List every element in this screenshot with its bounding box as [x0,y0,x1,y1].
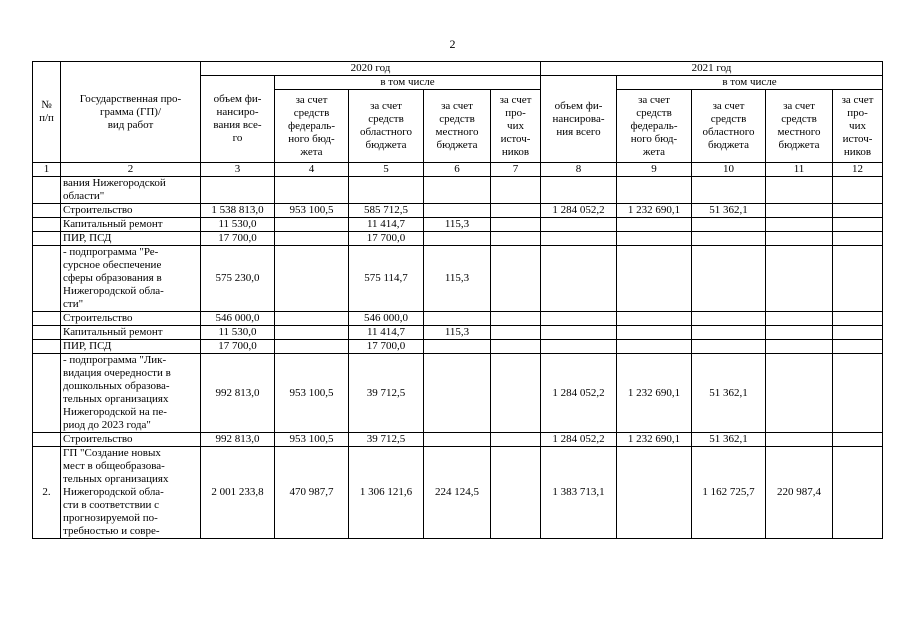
row-number-cell [33,218,61,232]
row-name-cell: Строительство [61,312,201,326]
amount-cell: 115,3 [424,246,491,312]
amount-cell [424,204,491,218]
amount-cell [766,232,833,246]
table-row [33,447,883,539]
amount-cell: 953 100,5 [275,204,349,218]
amount-cell [491,246,541,312]
table-row [33,354,883,433]
amount-cell: 546 000,0 [349,312,424,326]
amount-cell [692,326,766,340]
row-number-cell: 2. [33,447,61,539]
amount-cell: 1 284 052,2 [541,354,617,433]
column-number-cell: 5 [349,163,424,177]
column-number-cell: 7 [491,163,541,177]
amount-cell: 51 362,1 [692,354,766,433]
column-number-cell: 2 [61,163,201,177]
column-number-cell: 10 [692,163,766,177]
table-row [33,218,883,232]
column-number-cell: 3 [201,163,275,177]
amount-cell [833,312,883,326]
row-name-cell: - подпрограмма "Ре- сурсное обеспечение сферы образования в Нижегородской обла- сти" [61,246,201,312]
column-number-cell: 1 [33,163,61,177]
column-number-row [33,163,883,177]
amount-cell [766,433,833,447]
header-other-2021: за счет про- чих источ- ников [833,90,883,163]
amount-cell [275,246,349,312]
amount-cell [617,312,692,326]
header-regional-2021: за счет средств областного бюджета [692,90,766,163]
header-federal-2020: за счет средств федераль- ного бюд- жета [275,90,349,163]
amount-cell [424,340,491,354]
row-number-cell [33,246,61,312]
amount-cell [692,340,766,354]
amount-cell [275,340,349,354]
amount-cell: 11 414,7 [349,218,424,232]
amount-cell [766,326,833,340]
table-row [33,326,883,340]
row-number-cell [33,232,61,246]
amount-cell [833,218,883,232]
amount-cell: 1 383 713,1 [541,447,617,539]
row-name-cell: вания Нижегородской области" [61,177,201,204]
amount-cell [541,177,617,204]
row-name-cell: Строительство [61,204,201,218]
row-number-cell [33,340,61,354]
row-name-cell: ГП "Создание новых мест в общеобразова- тельных организациях Нижегородской обла- сти в соответствии с прогнозируемой по- требностью и совре- [61,447,201,539]
amount-cell [766,204,833,218]
amount-cell [491,354,541,433]
amount-cell: 51 362,1 [692,204,766,218]
header-other-2020: за счет про- чих источ- ников [491,90,541,163]
table-row [33,312,883,326]
amount-cell [275,232,349,246]
amount-cell: 39 712,5 [349,433,424,447]
amount-cell: 953 100,5 [275,433,349,447]
header-including-2021: в том числе [617,76,883,90]
amount-cell [617,232,692,246]
amount-cell: 1 306 121,6 [349,447,424,539]
amount-cell [275,312,349,326]
amount-cell [766,312,833,326]
amount-cell: 17 700,0 [201,340,275,354]
amount-cell [541,218,617,232]
amount-cell [692,312,766,326]
header-year-2021: 2021 год [541,62,883,76]
amount-cell: 17 700,0 [201,232,275,246]
amount-cell: 39 712,5 [349,354,424,433]
amount-cell [275,326,349,340]
row-number-cell [33,433,61,447]
table-row [33,177,883,204]
row-number-cell [33,177,61,204]
amount-cell [491,218,541,232]
amount-cell [833,177,883,204]
amount-cell [491,447,541,539]
row-number-cell [33,326,61,340]
amount-cell: 585 712,5 [349,204,424,218]
amount-cell [541,312,617,326]
column-number-cell: 12 [833,163,883,177]
header-regional-2020: за счет средств областного бюджета [349,90,424,163]
amount-cell: 1 538 813,0 [201,204,275,218]
header-num: № п/п [33,62,61,163]
amount-cell: 575 230,0 [201,246,275,312]
amount-cell [491,326,541,340]
amount-cell: 1 284 052,2 [541,433,617,447]
amount-cell [617,218,692,232]
amount-cell [491,340,541,354]
column-number-cell: 8 [541,163,617,177]
amount-cell [692,246,766,312]
table-row [33,204,883,218]
amount-cell [617,326,692,340]
amount-cell [541,326,617,340]
row-number-cell [33,312,61,326]
column-number-cell: 4 [275,163,349,177]
amount-cell: 546 000,0 [201,312,275,326]
amount-cell [349,177,424,204]
header-year-2020: 2020 год [201,62,541,76]
amount-cell [833,204,883,218]
amount-cell [617,447,692,539]
amount-cell: 11 530,0 [201,218,275,232]
amount-cell [766,218,833,232]
row-number-cell [33,204,61,218]
amount-cell [424,232,491,246]
amount-cell: 992 813,0 [201,433,275,447]
row-number-cell [33,354,61,433]
amount-cell [424,354,491,433]
amount-cell [692,232,766,246]
amount-cell: 992 813,0 [201,354,275,433]
table-row [33,340,883,354]
header-total-2020: объем фи- нансиро- вания все- го [201,76,275,163]
amount-cell [833,433,883,447]
amount-cell [833,354,883,433]
amount-cell [275,218,349,232]
amount-cell [766,340,833,354]
amount-cell: 11 414,7 [349,326,424,340]
row-name-cell: - подпрограмма "Лик- видация очередности в дошкольных образова- тельных организациях Нижегородской на пе- риод до 2023 года" [61,354,201,433]
amount-cell [541,232,617,246]
amount-cell [766,177,833,204]
amount-cell: 470 987,7 [275,447,349,539]
amount-cell: 51 362,1 [692,433,766,447]
table-row [33,232,883,246]
amount-cell: 224 124,5 [424,447,491,539]
amount-cell [424,433,491,447]
header-federal-2021: за счет средств федераль- ного бюд- жета [617,90,692,163]
amount-cell: 575 114,7 [349,246,424,312]
page-number: 2 [449,37,456,51]
column-number-cell: 11 [766,163,833,177]
amount-cell [692,218,766,232]
amount-cell [766,246,833,312]
amount-cell [766,354,833,433]
amount-cell [617,177,692,204]
amount-cell [491,204,541,218]
amount-cell [617,246,692,312]
table-row [33,246,883,312]
amount-cell: 220 987,4 [766,447,833,539]
table-row [33,433,883,447]
amount-cell: 953 100,5 [275,354,349,433]
amount-cell: 115,3 [424,218,491,232]
amount-cell: 1 162 725,7 [692,447,766,539]
amount-cell: 115,3 [424,326,491,340]
amount-cell: 17 700,0 [349,232,424,246]
header-local-2021: за счет средств местного бюджета [766,90,833,163]
row-name-cell: Строительство [61,433,201,447]
amount-cell [833,326,883,340]
header-total-2021: объем фи- нансирова- ния всего [541,76,617,163]
row-name-cell: ПИР, ПСД [61,340,201,354]
amount-cell [617,340,692,354]
header-name: Государственная про- грамма (ГП)/ вид работ [61,62,201,163]
amount-cell [275,177,349,204]
amount-cell: 1 232 690,1 [617,204,692,218]
column-number-cell: 6 [424,163,491,177]
amount-cell [833,340,883,354]
amount-cell [201,177,275,204]
column-number-cell: 9 [617,163,692,177]
amount-cell: 1 232 690,1 [617,433,692,447]
amount-cell [833,246,883,312]
amount-cell [491,232,541,246]
amount-cell [424,177,491,204]
amount-cell: 2 001 233,8 [201,447,275,539]
header-including-2020: в том числе [275,76,541,90]
amount-cell [541,340,617,354]
amount-cell: 17 700,0 [349,340,424,354]
amount-cell [424,312,491,326]
header-local-2020: за счет средств местного бюджета [424,90,491,163]
amount-cell: 1 232 690,1 [617,354,692,433]
amount-cell: 1 284 052,2 [541,204,617,218]
amount-cell [833,232,883,246]
financing-table [32,61,883,539]
amount-cell [491,312,541,326]
amount-cell [491,177,541,204]
row-name-cell: Капитальный ремонт [61,218,201,232]
amount-cell [833,447,883,539]
row-name-cell: ПИР, ПСД [61,232,201,246]
amount-cell [491,433,541,447]
amount-cell [692,177,766,204]
row-name-cell: Капитальный ремонт [61,326,201,340]
amount-cell: 11 530,0 [201,326,275,340]
amount-cell [541,246,617,312]
